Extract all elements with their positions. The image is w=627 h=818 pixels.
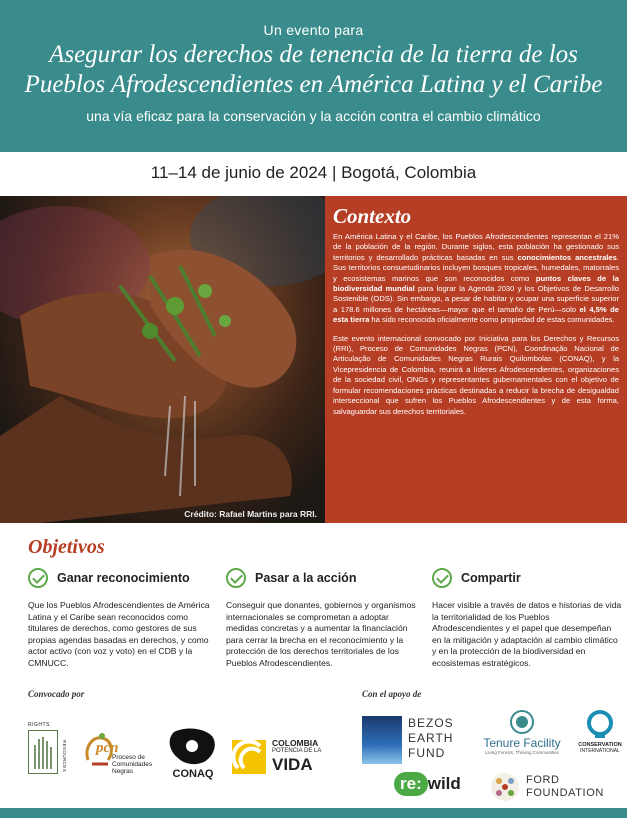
bezos-line: BEZOS [408,716,454,730]
context-p1-text-a: En América Latina y el Caribe, los Pueblos Afrodescendientes representan el 21% de la población de la región. Durante siglos, esta población ha gestionado sus territorios y desarrollado prácticas basadas en sus [333,232,619,262]
rewild-text: wild [427,774,461,793]
objective-action [226,566,416,669]
footer-bar [0,808,627,818]
rewild-mark: re: [394,772,428,796]
check-circle-icon [432,568,452,588]
bezos-line: FUND [408,746,446,760]
objective-label: Compartir [461,571,521,585]
colombia-sun-icon [232,740,266,774]
ford-foundation-logo [490,772,618,806]
check-circle-icon [28,568,48,588]
hands-photo [0,196,325,523]
objective-text: Que los Pueblos Afrodescendientes de América Latina y el Caribe sean reconocidos como titulares de derechos, como gestores de sus propias agendas basadas en derechos, y como actor activo (con voz y voto) en el CDB y la CMNUCC. [28,600,210,668]
convened-by-label: Convocado por [28,689,85,699]
pcn-name-line: Comunidades [112,761,153,768]
header-intro: Un evento para [263,22,364,38]
event-title [0,40,627,100]
objective-text: Hacer visible a través de datos e historias de vida la territorialidad de los Pueblos Afrodescendientes y el papel que desempeñan en la mitigación y adaptación al cambio climático y en la protección de la biodiversidad en ecosistemas estratégicos. [432,600,622,668]
rewild-logo [394,772,478,802]
photo-credit: Crédito: Rafael Martins para RRI. [184,509,317,519]
ci-ring-icon [585,710,615,740]
supported-by-label: Con el apoyo de [362,689,422,699]
objective-label: Ganar reconocimiento [57,571,190,585]
tenure-facility-logo [472,710,572,766]
bezos-line: EARTH [408,731,454,745]
colombia-line-3: VIDA [272,755,313,774]
event-title-line-2: Pueblos Afrodescendientes en América Latina y el Caribe [24,71,603,98]
rri-logo [28,722,72,778]
context-p1-bold-2: puntos claves de la biodiversidad mundial [333,273,619,294]
ford-pattern-icon [490,772,520,802]
context-p1-bold-3: el 4,5% de esta tierra [333,304,619,325]
pcn-name-line: Negras [112,768,133,775]
context-panel [325,196,627,523]
tenure-tagline: Living Forests, Thriving Communities [485,750,559,755]
ford-line: FOUNDATION [526,787,604,799]
rri-logo-top-text: RIGHTS [28,722,50,728]
context-p1-text-e: ha sido reconocida oficialmente como propiedad de estas comunidades. [369,315,615,325]
earth-gradient-icon [362,716,402,764]
conaq-logo [164,726,222,782]
bezos-earth-fund-logo [362,716,472,764]
context-paragraph-2: Este evento internacional convocado por Iniciativa para los Derechos y Recursos (RRI), Proceso de Comunidades Negras (PCN), Coordinação Nacional de Articulação de Comunidades Negras Rurais Quilombolas (CONAQ), y la Vicepresidencia de Colombia, reunirá a líderes Afrodescendientes, organizaciones de la sociedad civil, ONGs y representantes gubernamentales con el objetivo de formular recomendaciones prácticas destinadas a reducir la brecha de desigualdad interseccional que sufren los Pueblos Afrodescendientes y de esta forma, salvaguardar sus derechos territoriales. [333,333,619,416]
conaq-wordmark: CONAQ [172,768,214,780]
context-p1-text-c: . Sus territorios consuetudinarios incluyen bosques tropicales, humedales, matorrales y ecosistemas marinos que son reconocidos como [333,252,619,283]
objective-share [432,566,622,669]
context-p1-text-d: para lograr la Agenda 2030 y los Objetivos de Desarrollo Sostenible (ODS). Sin embargo, a pesar de habitar y ocupar una superficie superior a 178.6 millones de hectáreas—mayor que el tamaño de Perú—solo [333,284,619,314]
ci-line-1: CONSERVATION [578,742,622,748]
pcn-mark: pcn [96,740,119,756]
colombia-logo [232,738,332,778]
context-p1-bold-1: conocimientos ancestrales [517,252,617,262]
objective-label: Pasar a la acción [255,571,357,585]
tenure-circle-icon [510,710,534,734]
rri-hands-icon [29,731,56,772]
event-subtitle: una vía eficaz para la conservación y la acción contra el cambio climático [86,108,541,124]
event-date-location: 11–14 de junio de 2024 | Bogotá, Colombia [150,163,477,182]
pcn-name-line: Proceso de [112,754,145,761]
ford-line: FORD [526,774,560,786]
colombia-line-2: POTENCIA DE LA [272,748,322,754]
event-title-line-1: Asegurar los derechos de tenencia de la tierra de los [49,41,578,68]
check-circle-icon [226,568,246,588]
ci-line-2: INTERNATIONAL [580,748,620,754]
conservation-international-logo [576,710,624,764]
pcn-logo [82,730,160,776]
context-heading: Contexto [333,204,412,228]
objective-recognition [28,566,218,669]
header-banner [0,0,627,152]
objectives-heading: Objetivos [28,536,105,558]
colombia-line-1: COLOMBIA [272,738,319,748]
objective-text: Conseguir que donantes, gobiernos y organismos internacionales se comprometan a adoptar medidas concretas y a aumentar la financiación para cerrar la brecha en el reconocimiento y la protección de los derechos territoriales de los Pueblos Afrodescendientes. [226,600,416,668]
conaq-map-icon [164,726,220,766]
rri-logo-side-text: RESOURCES [62,740,67,773]
context-paragraph-1 [333,232,619,326]
tenure-wordmark: Tenure Facility [483,736,561,750]
hands-illustration [0,196,325,523]
